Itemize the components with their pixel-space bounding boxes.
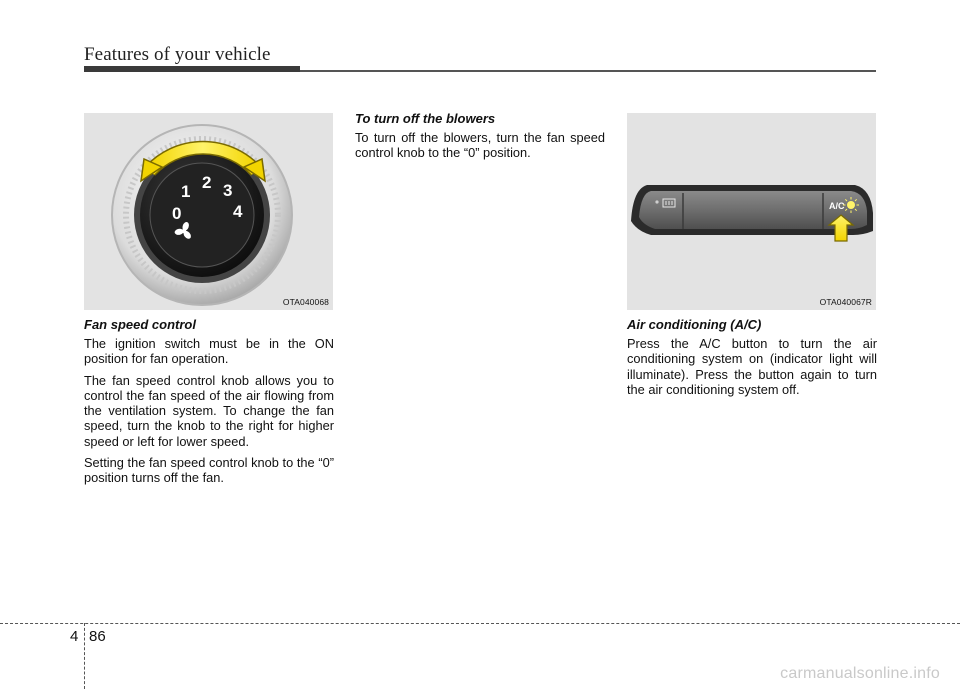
section-heading-air-conditioning: Air conditioning (A/C) [627,317,762,332]
ac-panel-illustration [627,113,876,310]
knob-label-3: 3 [223,181,233,200]
knob-label-0: 0 [172,204,182,223]
footer-divider [84,623,85,689]
knob-label-1: 1 [181,182,191,201]
middle-column [355,111,605,167]
ac-button-label: A/C [829,201,845,211]
page-number: 86 [89,628,106,645]
header-rule [300,70,876,72]
paragraph: Setting the fan speed control knob to the “0” position turns off the fan. [84,455,334,486]
paragraph: The fan speed control knob allows you to control the fan speed of the air flowing from the ventilation system. To change the fan speed, turn the knob to the right for higher speed or left for lower speed. [84,372,334,449]
right-column [627,317,877,403]
chapter-number: 4 [70,628,79,645]
figure-code: OTA040067R [819,297,872,307]
left-column [84,317,334,492]
footer-rule [0,623,960,624]
section-heading-fan-speed: Fan speed control [84,317,196,332]
knob-label-4: 4 [233,202,243,221]
ac-panel-figure [627,113,876,310]
header-bar [84,66,300,72]
paragraph: The ignition switch must be in the ON position for fan operation. [84,336,334,367]
watermark: carmanualsonline.info [780,665,940,682]
figure-code: OTA040068 [282,297,329,307]
section-heading-turn-off-blowers: To turn off the blowers [355,111,496,126]
fan-knob-figure [84,113,333,310]
paragraph: To turn off the blowers, turn the fan speed control knob to the “0” position. [355,130,605,161]
knob-label-2: 2 [202,173,212,192]
fan-knob-illustration [84,113,333,310]
page-header-title: Features of your vehicle [84,44,271,65]
paragraph: Press the A/C button to turn the air conditioning system on (indicator light will illuminate). Press the button again to turn the air conditioning system off. [627,336,877,397]
indicator-light-icon [843,197,859,213]
